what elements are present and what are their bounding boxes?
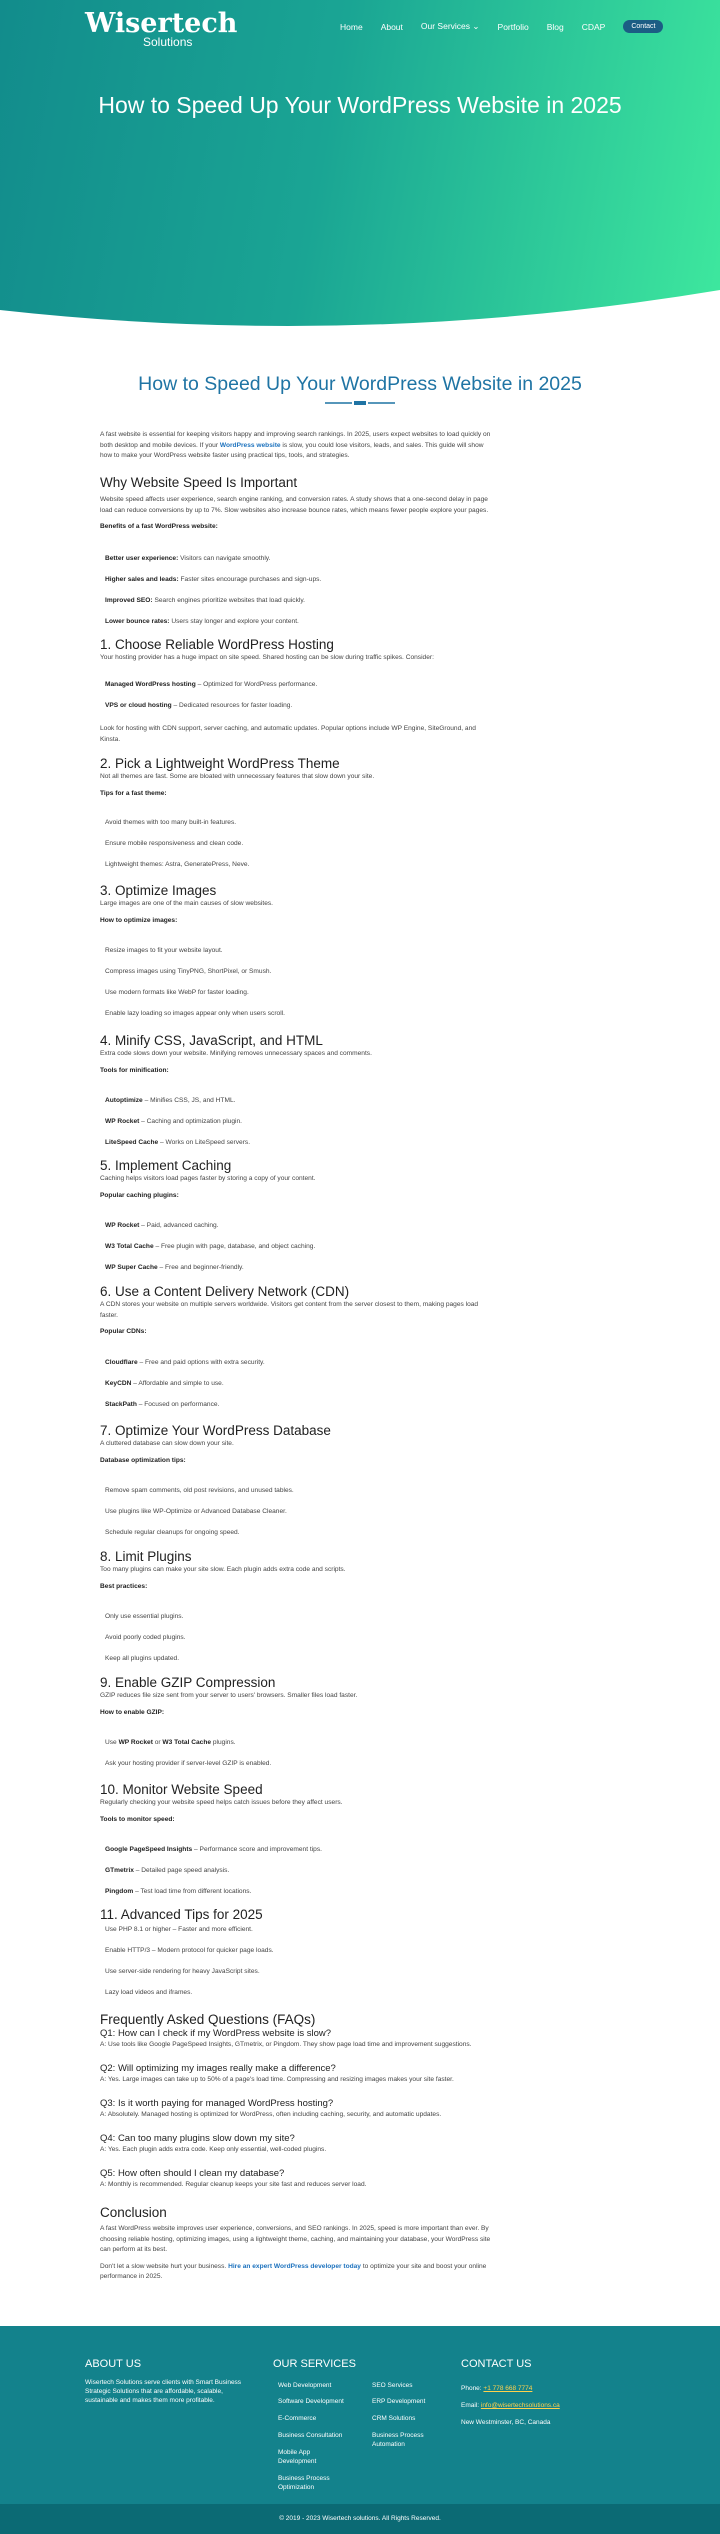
list-item: [105, 1096, 500, 1117]
section-monitor: [100, 1782, 495, 1825]
phone-label: Phone:: [461, 2385, 482, 2392]
item-text: – Dedicated resources for faster loading.: [173, 702, 293, 709]
footer-service-link[interactable]: ERP Development: [372, 2398, 426, 2405]
footer-service-link[interactable]: Business Process Automation: [372, 2432, 424, 2448]
faq-item: [100, 2133, 495, 2168]
section-paragraph: Not all themes are fast. Some are bloated with unnecessary features that slow down your site.: [100, 773, 375, 780]
item-bold: StackPath: [105, 1401, 137, 1408]
section-heading: 4. Minify CSS, JavaScript, and HTML: [100, 1033, 323, 1048]
section-paragraph: GZIP reduces file size sent from your server to users' browsers. Smaller files load faster.: [100, 1692, 358, 1699]
item-bold: Higher sales and leads:: [105, 576, 179, 583]
email-label: Email:: [461, 2402, 480, 2409]
section-heading: 5. Implement Caching: [100, 1158, 232, 1173]
section-theme: [100, 756, 495, 799]
list-item: [105, 1358, 500, 1379]
nav-home[interactable]: Home: [340, 21, 363, 32]
item-text: Use: [105, 1739, 119, 1746]
section-images: [100, 883, 495, 926]
item-bold: W3 Total Cache: [162, 1739, 212, 1746]
cdn-list: [105, 1358, 500, 1421]
item-bold: Pingdom: [105, 1888, 134, 1895]
gzip-list: [105, 1738, 500, 1780]
list-item: [105, 1263, 500, 1284]
list-item: [105, 1887, 500, 1908]
item-bold: Google PageSpeed Insights: [105, 1846, 193, 1853]
item-text: Faster sites encourage purchases and sign-ups.: [180, 576, 322, 583]
footer-service-link[interactable]: Mobile App Development: [278, 2449, 317, 2465]
item-text: – Paid, advanced caching.: [141, 1222, 219, 1229]
sub-heading-text: Tools to monitor speed:: [100, 1815, 175, 1823]
sub-heading: [100, 1191, 495, 1202]
item-text: – Performance score and improvement tips.: [194, 1846, 322, 1853]
faq-heading: Frequently Asked Questions (FAQs): [100, 2012, 316, 2027]
intro-paragraph: [100, 430, 495, 462]
item-bold: WP Rocket: [105, 1118, 140, 1125]
item-text: Search engines prioritize websites that load quickly.: [154, 597, 305, 604]
footer-phone: [461, 2384, 532, 2393]
nav-services-label: Our Services: [420, 21, 471, 31]
sub-heading: [100, 916, 495, 927]
item-bold: Improved SEO:: [105, 597, 153, 604]
list-item: Compress images using TinyPNG, ShortPixel, or Smush.: [105, 968, 272, 975]
section-paragraph: Look for hosting with CDN support, server caching, and automatic updates. Popular options include WP Engine, SiteGround, and Kinsta.: [100, 725, 476, 743]
section-heading: 6. Use a Content Delivery Network (CDN): [100, 1284, 350, 1299]
section-heading: 7. Optimize Your WordPress Database: [100, 1423, 331, 1438]
item-text: – Detailed page speed analysis.: [135, 1867, 230, 1874]
sub-heading: [100, 1582, 495, 1593]
images-list: [105, 946, 500, 1030]
item-bold: VPS or cloud hosting: [105, 702, 172, 709]
item-bold: Cloudflare: [105, 1359, 138, 1366]
list-item: [105, 1400, 500, 1421]
list-item: Avoid poorly coded plugins.: [105, 1634, 186, 1641]
list-item: [105, 1866, 500, 1887]
item-text: – Focused on performance.: [138, 1401, 220, 1408]
sub-heading-text: Popular CDNs:: [100, 1328, 147, 1335]
about-heading: ABOUT US: [85, 2358, 142, 2370]
list-item: [105, 575, 500, 596]
list-item: Enable lazy loading so images appear only when users scroll.: [105, 1010, 285, 1017]
item-text: plugins.: [211, 1739, 236, 1746]
item-text: – Free and paid options with extra security.: [139, 1359, 265, 1366]
list-item: Schedule regular cleanups for ongoing speed.: [105, 1529, 240, 1536]
item-bold: LiteSpeed Cache: [105, 1139, 159, 1146]
list-item: Resize images to fit your website layout.: [105, 947, 223, 954]
item-bold: WP Rocket: [118, 1739, 153, 1746]
hero-wave: [0, 290, 720, 340]
logo-main: Wisertech: [85, 8, 238, 39]
item-text: Visitors can navigate smoothly.: [180, 555, 271, 562]
faq-answer: A: Yes. Large images can take up to 50% of a page's load time. Compressing and resizing images makes your site faster.: [100, 2076, 454, 2083]
section-heading: 10. Monitor Website Speed: [100, 1782, 263, 1797]
title-divider: [325, 400, 395, 406]
hero-banner: [0, 0, 720, 330]
why-heading: Why Website Speed Is Important: [100, 475, 298, 490]
item-bold: W3 Total Cache: [105, 1243, 154, 1250]
list-item: [105, 596, 500, 617]
list-item: [105, 1221, 500, 1242]
item-text: – Free plugin with page, database, and object caching.: [155, 1243, 316, 1250]
faq-item: [100, 2098, 495, 2133]
conclusion-section: [100, 2205, 495, 2283]
theme-list: [105, 818, 500, 881]
nav-cdap[interactable]: CDAP: [581, 21, 606, 32]
item-bold: Autoptimize: [105, 1097, 143, 1104]
list-item: [105, 1242, 500, 1263]
item-text: – Free and beginner-friendly.: [159, 1264, 244, 1271]
list-item: Lazy load videos and iframes.: [105, 1989, 193, 1996]
faq-answer: A: Monthly is recommended. Regular cleanup keeps your site fast and reduces server load.: [100, 2181, 367, 2188]
section-plugins: [100, 1549, 495, 1592]
sub-heading-text: How to enable GZIP:: [100, 1708, 165, 1716]
sub-heading-text: How to optimize images:: [100, 916, 178, 924]
list-item: [105, 1738, 500, 1759]
item-bold: Lower bounce rates:: [105, 618, 170, 625]
nav-about[interactable]: About: [380, 21, 403, 32]
benefits-heading-text: Benefits of a fast WordPress website:: [100, 523, 218, 530]
chevron-down-icon: ⌄: [472, 21, 480, 31]
advanced-list: [105, 1925, 500, 2009]
faq-item: [100, 2168, 495, 2203]
section-cdn: [100, 1284, 495, 1338]
article-title: How to Speed Up Your WordPress Website in 2025: [138, 373, 582, 395]
cta-text-b: to optimize your site and boost your online performance in 2025.: [100, 2262, 487, 2280]
list-item: [105, 1117, 500, 1138]
item-bold: GTmetrix: [105, 1867, 134, 1874]
list-item: Use PHP 8.1 or higher – Faster and more efficient.: [105, 1926, 253, 1933]
faq-section: [100, 2012, 495, 2203]
footer-service-link[interactable]: CRM Solutions: [372, 2415, 416, 2422]
section-hosting: [100, 637, 495, 664]
caching-list: [105, 1221, 500, 1284]
sub-heading-text: Tools for minification:: [100, 1066, 169, 1074]
conclusion-paragraph: A fast WordPress website improves user experience, conversions, and SEO rankings. In 2025, speed is more important than ever. By choosing reliable hosting, optimizing images, using a lightweight theme, caching, and maintaining your database, your WordPress site can perform at its best.: [100, 2225, 491, 2253]
section-heading: 3. Optimize Images: [100, 883, 217, 898]
faq-item: [100, 2028, 495, 2063]
hire-developer-link[interactable]: Hire an expert WordPress developer today: [228, 2262, 361, 2270]
list-item: [105, 617, 500, 638]
footer-service-link[interactable]: SEO Services: [372, 2382, 413, 2389]
hero-title: How to Speed Up Your WordPress Website in 2025: [98, 92, 622, 118]
list-item: Avoid themes with too many built-in features.: [105, 819, 237, 826]
item-text: – Affordable and simple to use.: [133, 1380, 224, 1387]
section-heading: 11. Advanced Tips for 2025: [100, 1907, 263, 1922]
list-item: [105, 1138, 500, 1159]
benefits-heading: [100, 522, 495, 533]
phone-link[interactable]: +1 778 668 7774: [483, 2385, 533, 2392]
sub-heading-text: Tips for a fast theme:: [100, 789, 167, 797]
faq-question: Q4: Can too many plugins slow down my site?: [100, 2133, 295, 2144]
item-text: Users stay longer and explore your content.: [171, 618, 299, 625]
sub-heading: [100, 1815, 495, 1826]
logo[interactable]: [85, 10, 237, 48]
hosting-list: [105, 680, 500, 722]
footer-email: [461, 2401, 560, 2410]
section-paragraph: Extra code slows down your website. Minifying removes unnecessary spaces and comments.: [100, 1050, 372, 1057]
faq-question: Q2: Will optimizing my images really make a difference?: [100, 2063, 336, 2074]
intro-text-b: is slow, you could lose visitors, leads, and sales. This guide will show how to make your WordPress website faster using practical tips, tools, and strategies.: [100, 441, 484, 459]
why-paragraph: Website speed affects user experience, search engine ranking, and conversion rates. A study shows that a one-second delay in page load can reduce conversions by up to 7%. Slow websites also increase bounce rates, which means fewer people explore your pages.: [100, 496, 489, 514]
faq-answer: A: Use tools like Google PageSpeed Insights, GTmetrix, or Pingdom. They show page load time and improvement suggestions.: [100, 2041, 472, 2048]
list-item: [105, 701, 500, 722]
footer-location: New Westminster, BC, Canada: [461, 2419, 551, 2426]
nav-services[interactable]: [421, 21, 480, 32]
nav-portfolio[interactable]: Portfolio: [497, 21, 529, 32]
faq-item: [100, 2063, 495, 2098]
list-item: Ask your hosting provider if server-level GZIP is enabled.: [105, 1760, 272, 1767]
sub-heading: [100, 789, 495, 800]
list-item: Only use essential plugins.: [105, 1613, 184, 1620]
section-paragraph: Caching helps visitors load pages faster by storing a copy of your content.: [100, 1175, 316, 1182]
faq-question: Q5: How often should I clean my database?: [100, 2168, 285, 2179]
item-text: – Test load time from different locations.: [135, 1888, 252, 1895]
main-nav: [340, 20, 663, 33]
hosting-note: [100, 724, 495, 745]
list-item: [105, 1379, 500, 1400]
faq-question: Q1: How can I check if my WordPress website is slow?: [100, 2028, 332, 2039]
sub-heading-text: Popular caching plugins:: [100, 1191, 179, 1199]
footer-service-link[interactable]: E-Commerce: [278, 2415, 317, 2422]
services-heading: OUR SERVICES: [273, 2358, 356, 2370]
footer-service-link[interactable]: Business Consultation: [278, 2432, 343, 2439]
footer-service-link[interactable]: Business Process Optimization: [278, 2475, 330, 2491]
section-heading: 8. Limit Plugins: [100, 1549, 192, 1564]
section-caching: [100, 1158, 495, 1201]
item-text: – Caching and optimization plugin.: [141, 1118, 242, 1125]
sub-heading: [100, 1708, 495, 1719]
item-bold: Managed WordPress hosting: [105, 681, 196, 688]
section-paragraph: A cluttered database can slow down your site.: [100, 1440, 234, 1447]
list-item: [105, 680, 500, 701]
section-heading: 2. Pick a Lightweight WordPress Theme: [100, 756, 340, 771]
minify-list: [105, 1096, 500, 1159]
list-item: Enable HTTP/3 – Modern protocol for quicker page loads.: [105, 1947, 274, 1954]
section-paragraph: Regularly checking your website speed helps catch issues before they affect users.: [100, 1799, 343, 1806]
sub-heading: [100, 1456, 495, 1467]
item-bold: WP Rocket: [105, 1222, 140, 1229]
about-text: Wisertech Solutions serve clients with Smart Business Strategic Solutions that are affordable, scalable, sustainable and makes them more profitable.: [85, 2379, 242, 2404]
section-heading: 1. Choose Reliable WordPress Hosting: [100, 637, 334, 652]
item-bold: KeyCDN: [105, 1380, 132, 1387]
item-text: – Works on LiteSpeed servers.: [159, 1139, 251, 1146]
section-advanced: [100, 1907, 495, 1923]
section-minify: [100, 1033, 495, 1076]
footer-service-link[interactable]: Web Development: [278, 2382, 332, 2389]
list-item: Ensure mobile responsiveness and clean code.: [105, 840, 244, 847]
section-heading: 9. Enable GZIP Compression: [100, 1675, 276, 1690]
plugins-list: [105, 1612, 500, 1675]
section-paragraph: Large images are one of the main causes of slow websites.: [100, 900, 273, 907]
intro-section: [100, 430, 495, 462]
conclusion-heading: Conclusion: [100, 2205, 167, 2220]
list-item: Use server-side rendering for heavy JavaScript sites.: [105, 1968, 260, 1975]
cta-text-a: Don't let a slow website hurt your business.: [100, 2262, 229, 2270]
faq-answer: A: Yes. Each plugin adds extra code. Keep only essential, well-coded plugins.: [100, 2146, 327, 2153]
nav-blog[interactable]: Blog: [546, 21, 564, 32]
why-section: [100, 475, 495, 533]
section-paragraph: A CDN stores your website on multiple servers worldwide. Visitors get content from the server closest to them, making pages load faster.: [100, 1301, 479, 1319]
list-item: [105, 554, 500, 575]
email-link[interactable]: info@wisertechsolutions.ca: [480, 2402, 560, 2409]
item-bold: WP Super Cache: [105, 1264, 158, 1271]
list-item: Use plugins like WP-Optimize or Advanced Database Cleaner.: [105, 1508, 287, 1515]
wordpress-website-link[interactable]: WordPress website: [219, 441, 281, 449]
faq-answer: A: Absolutely. Managed hosting is optimized for WordPress, often including caching, security, and automatic updates.: [100, 2111, 442, 2118]
section-paragraph: Your hosting provider has a huge impact on site speed. Shared hosting can be slow during traffic spikes. Consider:: [100, 654, 434, 661]
section-paragraph: Too many plugins can make your site slow. Each plugin adds extra code and scripts.: [100, 1566, 346, 1573]
item-text: or: [152, 1739, 163, 1746]
copyright-bar: © 2019 - 2023 Wisertech solutions. All Rights Reserved.: [0, 2504, 720, 2534]
site-footer: [0, 2326, 720, 2534]
sub-heading: [100, 1327, 495, 1338]
section-database: [100, 1423, 495, 1466]
sub-heading-text: Database optimization tips:: [100, 1456, 186, 1464]
monitor-list: [105, 1845, 500, 1908]
section-gzip: [100, 1675, 495, 1718]
list-item: Remove spam comments, old post revisions, and unused tables.: [105, 1487, 294, 1494]
sub-heading: [100, 1066, 495, 1077]
sub-heading-text: Best practices:: [100, 1582, 148, 1590]
item-text: – Optimized for WordPress performance.: [197, 681, 318, 688]
list-item: [105, 1845, 500, 1866]
faq-question: Q3: Is it worth paying for managed WordPress hosting?: [100, 2098, 334, 2109]
logo-sub: Solutions: [143, 35, 193, 49]
contact-heading: CONTACT US: [461, 2358, 532, 2370]
list-item: Use modern formats like WebP for faster loading.: [105, 989, 249, 996]
conclusion-cta: [100, 2262, 495, 2283]
list-item: Keep all plugins updated.: [105, 1655, 180, 1662]
item-bold: Better user experience:: [105, 555, 179, 562]
database-list: [105, 1486, 500, 1549]
benefits-list: [105, 554, 500, 638]
list-item: Lightweight themes: Astra, GeneratePress, Neve.: [105, 861, 250, 868]
item-text: – Minifies CSS, JS, and HTML.: [144, 1097, 236, 1104]
intro-text-a: A fast website is essential for keeping visitors happy and improving search rankings. In 2025, users expect websites to load quickly on both desktop and mobile devices. If your: [100, 431, 491, 449]
contact-button[interactable]: Contact: [623, 20, 663, 33]
footer-service-link[interactable]: Software Development: [278, 2398, 344, 2405]
